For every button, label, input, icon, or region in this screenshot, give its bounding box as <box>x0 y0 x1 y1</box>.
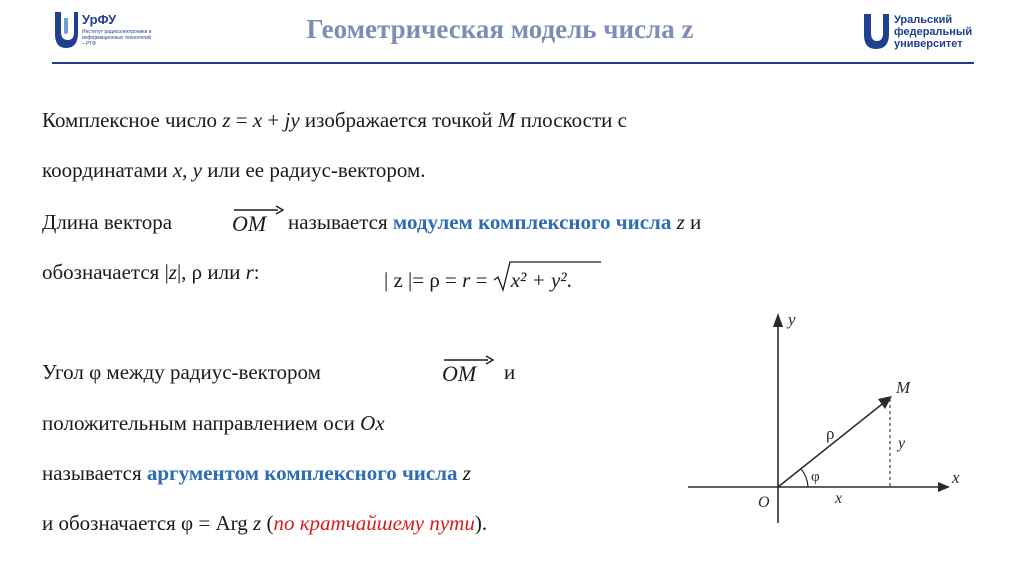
text-span: + <box>262 108 285 132</box>
text-span: обозначается | <box>42 260 169 284</box>
text-span: |, ρ или <box>176 260 246 284</box>
text-span: = <box>230 108 253 132</box>
formula-radicand: x² + y² <box>510 268 567 292</box>
text-line-1 <box>42 108 627 133</box>
var-z: z <box>222 108 231 132</box>
urfu-logo-icon <box>52 10 78 50</box>
text-span: Комплексное число <box>42 108 223 132</box>
text-span: или ее радиус-вектором. <box>202 158 426 182</box>
text-span: Угол φ между радиус-вектором <box>42 360 321 384</box>
university-logo-icon <box>862 12 890 50</box>
complex-plane-diagram <box>680 305 980 535</box>
var-x: x <box>252 108 263 132</box>
var-y: y <box>192 158 202 182</box>
logo-right-text <box>894 14 972 50</box>
text-span: и <box>684 210 702 234</box>
logo-right-line3: университет <box>894 38 963 50</box>
vector-arrow-icon <box>442 355 494 365</box>
logo-left-name: УрФУ <box>82 12 117 27</box>
var-z: z <box>676 210 685 234</box>
formula-part: | z |= ρ = <box>384 268 463 292</box>
text-span: , <box>182 158 193 182</box>
var-z: z <box>462 461 471 485</box>
text-span: плоскости с <box>515 108 627 132</box>
var-x: x <box>172 158 183 182</box>
slide-title: Геометрическая модель числа z <box>306 14 694 44</box>
text-line-3 <box>42 210 172 235</box>
label-point-M: M <box>896 378 911 397</box>
y-axis-arrow-icon <box>773 313 783 327</box>
formula-part: = <box>470 268 493 292</box>
text-line-6 <box>42 411 385 436</box>
label-rho: ρ <box>826 424 835 443</box>
text-span: и обозначается φ = Arg <box>42 511 254 535</box>
text-span: называется <box>288 210 393 234</box>
formula-r: r <box>462 268 471 292</box>
text-span: положительным направлением оси <box>42 411 361 435</box>
text-span: изображается точкой <box>299 108 498 132</box>
text-line-5b <box>504 360 515 385</box>
logo-right-line1: Уральский <box>894 14 953 26</box>
vector-label: OM <box>232 211 267 236</box>
var-M: M <box>497 108 516 132</box>
text-span: и <box>504 360 516 384</box>
var-jy: jy <box>284 108 300 132</box>
vector-label: OM <box>442 361 477 386</box>
text-span: ). <box>474 511 488 535</box>
radius-vector <box>778 401 886 487</box>
x-axis-arrow-icon <box>938 482 950 492</box>
sqrt-expression <box>493 268 567 293</box>
logo-right-line2: федеральный <box>894 26 973 38</box>
formula-part: . <box>566 268 572 292</box>
term-modulus: модулем комплексного числа <box>392 210 672 234</box>
text-line-4 <box>42 260 260 285</box>
text-span: ( <box>261 511 274 535</box>
urfu-logo <box>52 10 152 56</box>
label-x-segment: x <box>835 490 843 507</box>
label-origin: O <box>758 494 770 511</box>
header-divider <box>52 62 974 64</box>
vector-arrow-icon <box>232 205 284 215</box>
text-span: Длина вектора <box>42 210 173 234</box>
text-span: : <box>253 260 260 284</box>
label-phi: φ <box>811 469 820 485</box>
label-y-axis: y <box>788 310 796 329</box>
text-line-5 <box>42 360 321 385</box>
var-z: z <box>168 260 177 284</box>
logo-left-subtitle: Институт радиоэлектроники и информационных технологий – РТФ <box>82 29 152 47</box>
text-line-2 <box>42 158 425 183</box>
vector-OM-1 <box>232 211 266 237</box>
ural-federal-university-logo <box>862 10 992 56</box>
angle-arc <box>801 469 808 487</box>
text-line-7 <box>42 461 471 486</box>
text-line-3b <box>288 210 701 235</box>
sqrt-icon <box>493 260 603 294</box>
label-x-axis: x <box>952 468 960 487</box>
var-Ox: Ox <box>360 411 385 435</box>
modulus-formula <box>384 268 572 293</box>
shortest-path-note: по кратчайшему пути <box>273 511 475 535</box>
var-r: r <box>245 260 254 284</box>
term-argument: аргументом комплексного числа <box>146 461 458 485</box>
text-span: координатами <box>42 158 173 182</box>
var-z: z <box>253 511 262 535</box>
slide-header <box>0 0 1024 70</box>
text-line-8 <box>42 511 487 536</box>
label-y-segment: y <box>898 435 906 452</box>
text-span: называется <box>42 461 147 485</box>
vector-OM-2 <box>442 361 476 387</box>
